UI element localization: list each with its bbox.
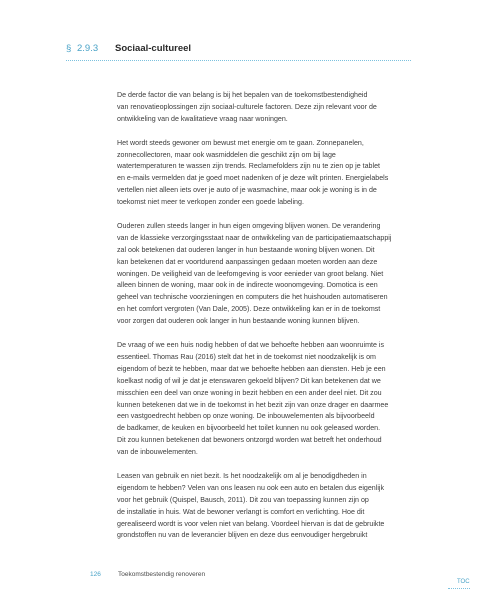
text-line: Dit zou kunnen betekenen dat bewoners ontzorgd worden wat betreft het onderhoud <box>117 436 382 445</box>
text-line: geheel van technische voorzieningen en computers die het huishouden automatiseren <box>117 293 388 302</box>
text-line: kan betekenen dat er voortdurend aanpassingen gedaan moeten worden aan deze <box>117 257 378 266</box>
text-line: de installatie in huis. Wat de bewoner verlangt is comfort en verlichting. Hoe dit <box>117 507 365 516</box>
text-line: koelkast nodig of wil je dat je etenswaren gekoeld blijven? Dit kan betekenen dat we <box>117 376 381 385</box>
paragraph <box>117 138 413 209</box>
text-line: kunnen betekenen dat we in de toekomst in het bezit zijn van onze drager en daarmee <box>117 400 389 409</box>
section-symbol: § <box>66 43 72 54</box>
paragraph <box>117 221 413 328</box>
text-line: ontwikkeling van de kwalitatieve vraag naar woningen. <box>117 114 288 123</box>
text-line: van de inbouwelementen. <box>117 448 198 457</box>
section-title: Sociaal-cultureel <box>115 43 192 54</box>
page-number: 126 <box>90 571 101 578</box>
text-line: eigendom te hebben? Velen van ons leasen nu ook een auto en betalen dus eigenlijk <box>117 483 385 492</box>
text-line: misschien een deel van onze woning in bezit hebben en een ander deel niet. Dit zou <box>117 388 382 397</box>
text-line: en e-mails vermelden dat je goed moet nadenken of je deze wilt printen. Energielabels <box>117 174 389 183</box>
page-footer <box>90 571 205 578</box>
text-line: watertemperaturen te wassen zijn trends. Reclamefolders zijn nu te zien op je tablet <box>117 162 380 171</box>
text-line: woningen. De veiligheid van de leefomgeving is voor eenieder van groot belang. Niet <box>117 269 384 278</box>
text-line: alleen binnen de woning, maar ook in de indirecte woonomgeving. Domotica is een <box>117 281 378 290</box>
paragraph <box>117 471 413 542</box>
book-title: Toekomstbestendig renoveren <box>118 571 206 578</box>
text-line: voor het gebruik (Quispel, Bausch, 2011). Dit zou van toepassing kunnen zijn op <box>117 495 369 504</box>
paragraph <box>117 90 413 126</box>
text-line: voor zorgen dat ouderen ook langer in hun bestaande woning kunnen blijven. <box>117 317 360 326</box>
toc-link[interactable]: TOC <box>457 579 470 585</box>
text-line: eigendom of bezit te hebben, maar dat we behoefte hebben aan diensten. Heb je een <box>117 364 386 373</box>
text-line: van renovatieoplossingen zijn sociaal-culturele factoren. Deze zijn relevant voor de <box>117 102 377 111</box>
paragraph <box>117 340 413 459</box>
text-line: gerealiseerd wordt is voor velen niet van belang. Voordeel hiervan is dat de gebruikte <box>117 519 385 528</box>
text-line: de badkamer, de keuken en bijvoorbeeld het toilet kunnen nu ook geleased worden. <box>117 424 381 433</box>
text-line: vertellen niet alleen iets over je auto of je wasmachine, maar ook je woning is in de <box>117 186 377 195</box>
text-line: toekomst niet meer te verkopen zonder een goede labeling. <box>117 198 304 207</box>
text-line: een vastgoedrecht hebben op onze woning. De inbouwelementen als bijvoorbeeld <box>117 412 375 421</box>
section-number: 2.9.3 <box>77 43 99 54</box>
text-line: essentieel. Thomas Rau (2016) stelt dat het in de toekomst niet noodzakelijk is om <box>117 352 376 361</box>
text-line: zonnecollectoren, maar ook wasmiddelen die geschikt zijn om bij lage <box>117 150 336 159</box>
text-line: De derde factor die van belang is bij het bepalen van de toekomstbestendigheid <box>117 91 368 99</box>
text-line: van de klassieke verzorgingsstaat naar de ontwikkeling van de participatiemaatschappij <box>117 233 392 242</box>
text-line: De vraag of we een huis nodig hebben of dat we behoefte hebben aan woonruimte is <box>117 340 384 349</box>
text-line: Leasen van gebruik en niet bezit. Is het noodzakelijk om al je benodigdheden in <box>117 471 367 480</box>
heading-divider <box>66 60 411 61</box>
text-line: Ouderen zullen steeds langer in hun eigen omgeving blijven wonen. De verandering <box>117 221 381 230</box>
body-text <box>117 90 413 554</box>
text-line: grondstoffen nu van de leverancier blijven en deze dus eenvoudiger hergebruikt <box>117 531 368 540</box>
text-line: Het wordt steeds gewoner om bewust met energie om te gaan. Zonnepanelen, <box>117 138 364 147</box>
text-line: en het comfort vergroten (Van Dale, 2005). Deze ontwikkeling kan er in de toekomst <box>117 305 381 314</box>
text-line: zal ook betekenen dat ouderen langer in hun bestaande woning blijven wonen. Dit <box>117 245 375 254</box>
toc-divider <box>448 588 470 589</box>
